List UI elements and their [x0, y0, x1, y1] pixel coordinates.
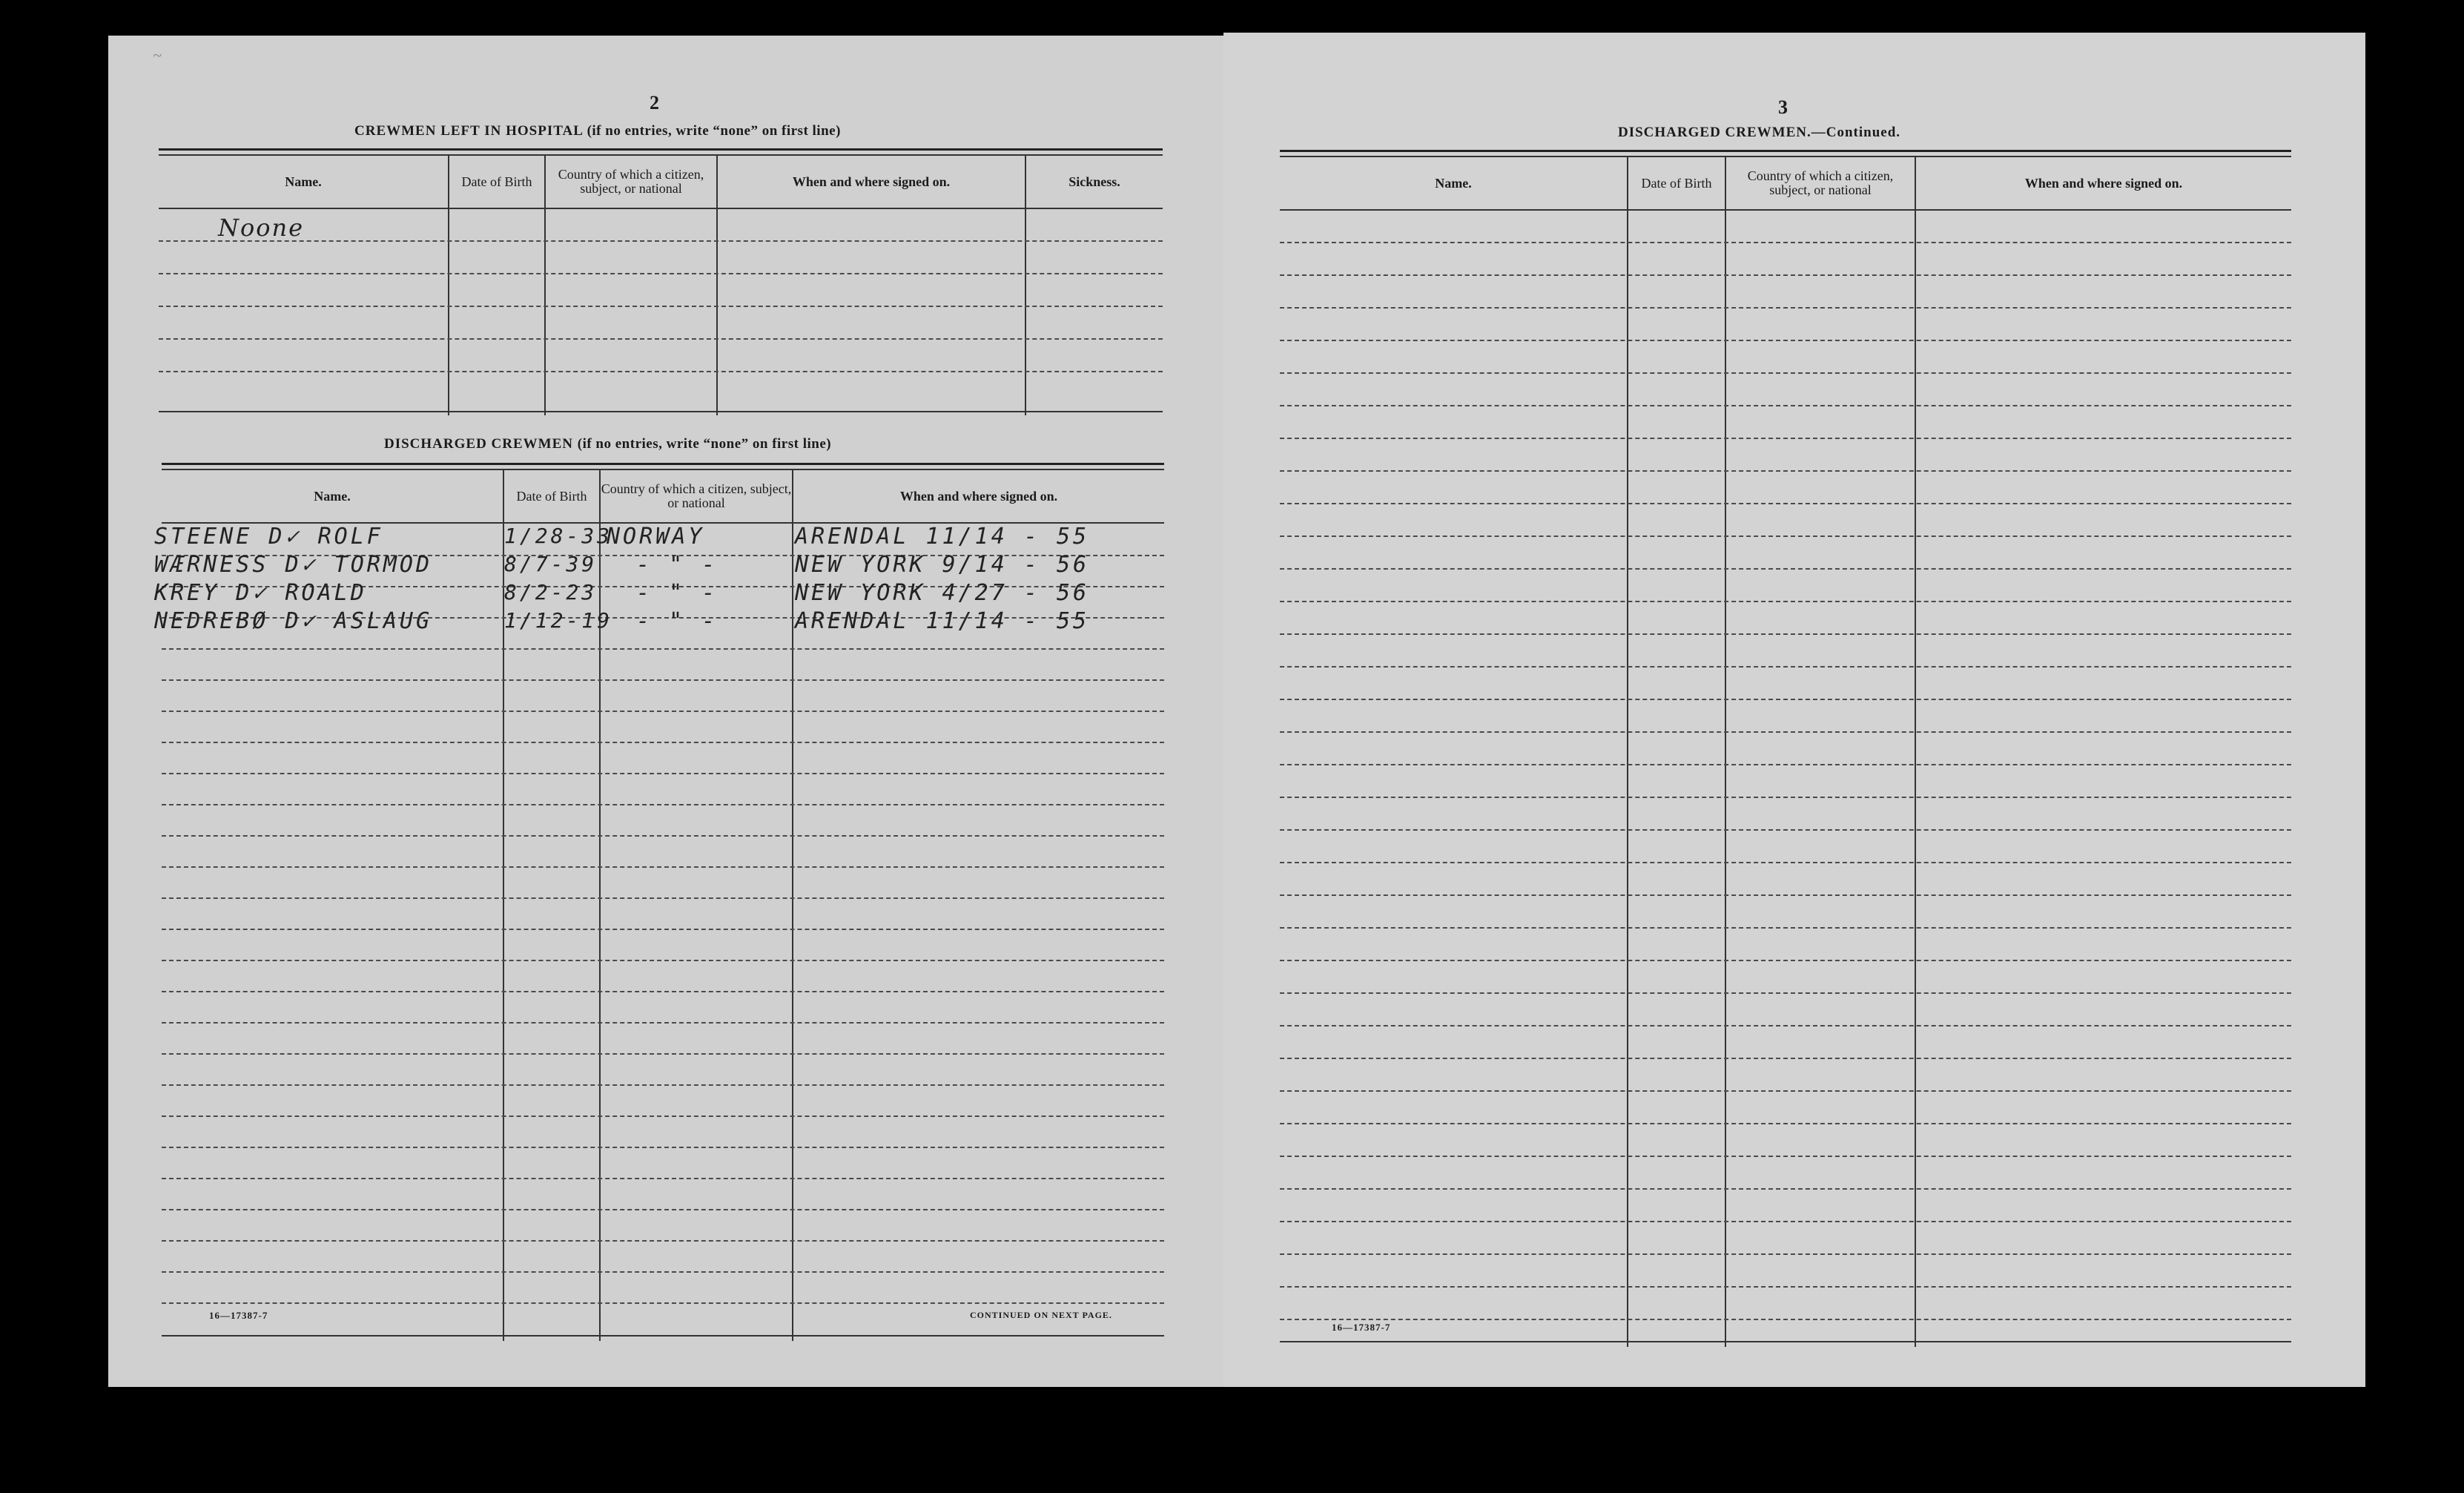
crew-name: NEDREBØ D✓ ASLAUG [154, 608, 433, 634]
discharged-continued-table [1280, 150, 2291, 1347]
ruled-line [159, 371, 1163, 372]
col-header-dob: Date of Birth [461, 174, 532, 189]
ruled-line [162, 804, 1164, 805]
discharged-table [154, 463, 1164, 1341]
crew-country: - " - [636, 552, 719, 578]
right-page [1223, 33, 2365, 1387]
discharged-title-text: DISCHARGED CREWMEN [384, 436, 573, 452]
col-divider [1915, 156, 1916, 1347]
ruled-line [1280, 1123, 2291, 1124]
col-header-name: Name. [285, 174, 322, 189]
ruled-line [162, 960, 1164, 961]
left-page [108, 36, 1229, 1387]
ruled-line [1280, 372, 2291, 374]
crew-dob: 1/28-33 [504, 524, 613, 548]
crew-signed-on: NEW YORK 9/14 - 56 [795, 552, 1090, 578]
ruled-line [1280, 992, 2291, 994]
ruled-line [162, 1084, 1164, 1086]
header-bottom-rule [1280, 209, 2291, 211]
discharged-title-note: (if no entries, write “none” on first line) [577, 436, 832, 452]
crew-dob: 8/2-23 [504, 580, 598, 604]
ruled-line [1280, 927, 2291, 929]
ruled-line [1280, 274, 2291, 276]
col-header-country: Country of which a citizen, subject, or national [1747, 168, 1894, 197]
ruled-line [162, 1115, 1164, 1117]
col-header-when-where: When and where signed on. [792, 174, 951, 189]
ruled-line [162, 929, 1164, 930]
page-number: 3 [1778, 96, 1788, 118]
ruled-line [162, 991, 1164, 992]
ruled-line [1280, 829, 2291, 831]
ruled-line [162, 897, 1164, 899]
ruled-line [162, 1302, 1164, 1304]
ruled-line [1280, 633, 2291, 635]
ruled-line [162, 679, 1164, 681]
crew-name: KREY D✓ ROALD [154, 580, 367, 606]
ruled-line [1280, 797, 2291, 798]
ruled-line [162, 711, 1164, 712]
ruled-line [1280, 242, 2291, 243]
ruled-line [1280, 503, 2291, 504]
ruled-line [1280, 1025, 2291, 1026]
crew-signed-on: NEW YORK 4/27 - 56 [795, 580, 1090, 606]
ruled-line [162, 835, 1164, 837]
col-header-country: Country of which a citizen, subject, or national [601, 481, 792, 510]
discharged-section-title [384, 436, 831, 452]
col-divider [1627, 156, 1628, 1347]
table-top-rule [162, 463, 1164, 465]
ruled-line [1280, 699, 2291, 700]
ruled-line [159, 338, 1163, 340]
ruled-line [1280, 1058, 2291, 1059]
hospital-section-title [354, 123, 841, 139]
ruled-line [1280, 1253, 2291, 1255]
col-divider [1725, 156, 1726, 1347]
table-bottom-rule [162, 1335, 1164, 1337]
crew-country: NORWAY [607, 524, 705, 550]
hospital-table [159, 148, 1163, 415]
ruled-line [1280, 894, 2291, 896]
table-bottom-rule [1280, 1341, 2291, 1342]
ruled-line [1280, 405, 2291, 406]
continued-note: CONTINUED ON NEXT PAGE. [970, 1310, 1112, 1320]
crew-country: - " - [636, 608, 719, 634]
crew-signed-on: ARENDAL 11/14 - 55 [795, 524, 1090, 550]
crew-dob: 1/12-19 [504, 608, 613, 633]
ruled-line [162, 1240, 1164, 1242]
col-header-sickness: Sickness. [1068, 174, 1120, 189]
crew-signed-on: ARENDAL 11/14 - 55 [795, 608, 1090, 634]
col-header-when-where: When and where signed on. [2024, 175, 2183, 191]
ruled-line [1280, 438, 2291, 439]
ruled-line [159, 273, 1163, 274]
ruled-line [162, 742, 1164, 743]
crew-name: WÆRNESS D✓ TORMOD [154, 552, 433, 578]
hospital-title-note: (if no entries, write “none” on first line) [587, 123, 841, 139]
ruled-line [1280, 1319, 2291, 1320]
crew-dob: 8/7-39 [504, 552, 598, 576]
table-top-rule [1280, 150, 2291, 152]
col-header-name: Name. [1435, 175, 1472, 191]
ruled-line [1280, 862, 2291, 863]
ruled-line [1280, 1286, 2291, 1288]
page-number: 2 [650, 92, 659, 113]
col-header-country: Country of which a citizen, subject, or national [558, 167, 704, 196]
col-header-dob: Date of Birth [516, 488, 587, 504]
crew-country: - " - [636, 580, 719, 606]
table-bottom-rule [159, 411, 1163, 412]
ruled-line [1280, 731, 2291, 733]
ruled-line [162, 1053, 1164, 1055]
ruled-line [162, 866, 1164, 868]
ruled-line [1280, 307, 2291, 309]
ruled-line [1280, 1090, 2291, 1092]
ruled-line [1280, 340, 2291, 341]
ruled-line [159, 240, 1163, 242]
ruled-line [162, 1178, 1164, 1179]
ruled-line [159, 306, 1163, 307]
ruled-line [162, 648, 1164, 650]
ruled-line [162, 773, 1164, 774]
ruled-line [1280, 1188, 2291, 1190]
ruled-line [1280, 764, 2291, 765]
form-number: 16—17387-7 [209, 1310, 268, 1321]
pencil-scribble: ~ [153, 46, 162, 65]
ruled-line [1280, 1221, 2291, 1222]
col-header-when-where: When and where signed on. [899, 488, 1058, 504]
ruled-line [162, 1147, 1164, 1148]
ruled-line [1280, 666, 2291, 668]
hospital-title-text: CREWMEN LEFT IN HOSPITAL [354, 123, 583, 139]
crew-name: STEENE D✓ ROLF [154, 524, 383, 550]
header-bottom-rule [159, 208, 1163, 209]
hospital-entry-handwritten: Noone [218, 214, 305, 242]
ruled-line [1280, 601, 2291, 602]
ruled-line [1280, 960, 2291, 961]
ruled-line [162, 1271, 1164, 1273]
discharged-continued-title: DISCHARGED CREWMEN.—Continued. [1618, 125, 1901, 140]
col-header-dob: Date of Birth [1641, 175, 1712, 191]
ruled-line [1280, 535, 2291, 537]
ruled-line [162, 1022, 1164, 1024]
col-header-name: Name. [314, 488, 351, 504]
ruled-line [1280, 568, 2291, 570]
ruled-line [162, 1209, 1164, 1210]
ruled-line [1280, 470, 2291, 472]
form-number: 16—17387-7 [1332, 1322, 1391, 1333]
table-top-rule [159, 148, 1163, 151]
ruled-line [1280, 1156, 2291, 1157]
